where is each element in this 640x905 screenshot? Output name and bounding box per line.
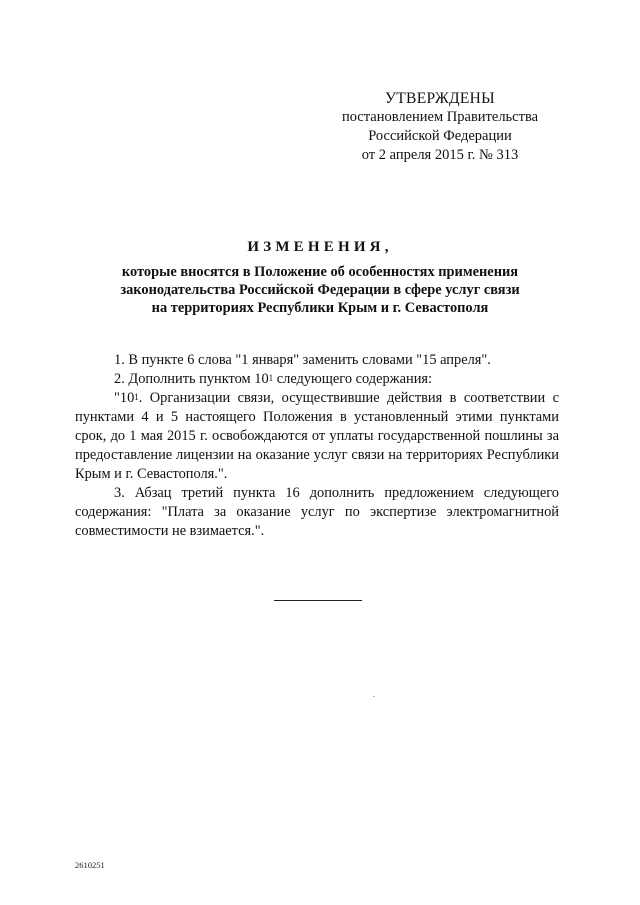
item-2-prefix: 2. Дополнить пунктом 10 <box>114 371 269 387</box>
document-body <box>75 351 559 541</box>
paragraph-item-3: 3. Абзац третий пункта 16 дополнить предложением следующего содержания: "Плата за оказание услуг по экспертизе электромагнитной совместимости не взимается.". <box>75 485 559 539</box>
closing-divider <box>274 600 362 601</box>
document-code: 2610251 <box>75 860 105 870</box>
scan-speck <box>373 696 375 697</box>
approval-block <box>330 89 550 165</box>
document-title: ИЗМЕНЕНИЯ, <box>247 239 393 255</box>
approval-title: УТВЕРЖДЕНЫ <box>385 90 495 107</box>
approval-line-decree: постановлением Правительства <box>341 109 539 125</box>
quote-text: . Организации связи, осуществившие действия в соответствии с пунктами 4 и 5 настоящего Положения в установленный этими пунктами срок, до 1 мая 2015 г. освобождаются от уплаты государственной пошлины за предоставление лицензии на оказание услуг связи на территориях Республики Крым и г. Севастополя.". <box>75 390 559 482</box>
paragraph-item-2 <box>75 370 559 389</box>
paragraph-quote <box>75 389 559 484</box>
paragraph-item-1: 1. В пункте 6 слова "1 января" заменить словами "15 апреля". <box>114 352 491 368</box>
subtitle-line-2: законодательства Российской Федерации в сфере услуг связи <box>120 282 520 298</box>
subtitle-line-3: на территориях Республики Крым и г. Севастополя <box>151 300 489 316</box>
subtitle-line-1: которые вносятся в Положение об особенностях применения <box>121 264 519 280</box>
item-2-superscript: 1 <box>268 373 274 383</box>
approval-line-date: от 2 апреля 2015 г. № 313 <box>361 147 519 163</box>
quote-prefix: "10 <box>114 390 135 406</box>
approval-line-federation: Российской Федерации <box>368 128 512 144</box>
document-subtitle <box>60 263 580 317</box>
item-2-suffix: следующего содержания: <box>273 371 433 387</box>
quote-superscript: 1 <box>134 392 139 402</box>
